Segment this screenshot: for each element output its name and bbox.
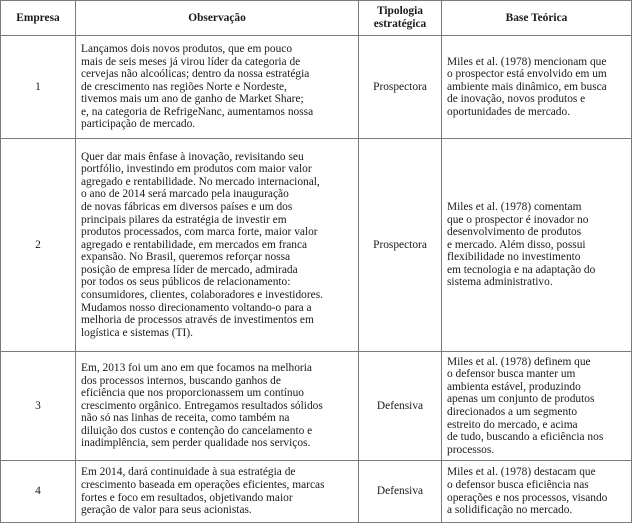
tipologia-cell: Prospectora — [359, 36, 442, 139]
base-line: ambiente mais dinâmico, em busca — [447, 80, 607, 93]
header-empresa: Empresa — [1, 1, 76, 36]
base-line: Miles et al. (1978) mencionam que — [447, 55, 607, 68]
observacao-line: participação de mercado. — [81, 118, 196, 131]
observacao-line: não só nas linhas de receita, como também na — [81, 412, 290, 425]
base-line: sistema administrativo. — [447, 276, 553, 289]
observacao-line: inadimplência, sem perder qualidade nos serviços. — [81, 437, 311, 450]
observacao-line: de crescimento nas regiões Norte e Nordeste, — [81, 80, 287, 93]
base-line: Miles et al. (1978) definem que — [447, 355, 591, 368]
table-row — [1, 352, 632, 461]
table-body — [1, 36, 632, 523]
observacao-line: de novas fábricas em diversos países e um dos — [81, 200, 293, 213]
observacao-line: portfólio, investindo em produtos com maior valor — [81, 163, 312, 176]
observacao-cell — [76, 461, 359, 523]
observacao-cell — [76, 352, 359, 461]
observacao-line: Mudamos nosso direcionamento voltando-o para a — [81, 301, 312, 314]
observacao-line: cervejas não alcoólicas; dentro da nossa estratégia — [81, 68, 310, 81]
table-row — [1, 139, 632, 352]
base-line: flexibilidade no investimento — [447, 251, 581, 264]
base-line: e mercado. Além disso, possui — [447, 238, 586, 251]
base-teorica-cell — [442, 36, 632, 139]
observacao-line: e, na categoria de RefrigeNanc, aumentamos nossa — [81, 105, 314, 118]
base-line: direcionados a um segmento — [447, 406, 578, 418]
base-teorica-cell — [442, 139, 632, 352]
observacao-line: melhoria de processos através de investimentos em — [81, 314, 314, 327]
header-tipologia: Tipologia estratégica — [359, 1, 442, 36]
base-line: o defensor busca manter um — [447, 368, 576, 381]
observacao-line: agregado e rentabilidade, em mercados em franca — [81, 238, 308, 251]
observacao-line: dos processos internos, buscando ganhos de — [81, 374, 281, 387]
header-observacao: Observação — [76, 1, 359, 36]
observacao-line: crescimento baseada em operações eficientes, marcas — [81, 478, 325, 491]
base-line: de inovação, novos produtos e — [447, 93, 586, 106]
observacao-line: principais pilares da estratégia de investir em — [81, 213, 287, 226]
base-teorica-cell — [442, 461, 632, 523]
observacao-line: logística e sistemas (TI). — [81, 326, 193, 339]
header-base-teorica: Base Teórica — [442, 1, 632, 36]
base-line: o defensor busca eficiência nas — [447, 478, 589, 491]
observacao-line: expansão. No Brasil, queremos reforçar nossa — [81, 251, 291, 264]
observacao-cell — [76, 36, 359, 139]
observacao-line: diluição dos custos e contenção do cancelamento e — [81, 424, 313, 437]
empresa-cell: 3 — [1, 352, 76, 461]
empresa-cell: 4 — [1, 461, 76, 523]
observacao-line: crescimento orgânico. Entregamos resultados sólidos — [81, 399, 323, 412]
base-line: Miles et al. (1978) destacam que — [447, 466, 596, 479]
base-line: o prospector está envolvido em um — [447, 68, 607, 81]
observacao-line: por todos os seus públicos de relacionamento: — [81, 276, 291, 289]
observacao-line: fortes e foco em resultados, objetivando maior — [81, 491, 293, 504]
base-line: operações e nos processos, visando — [447, 491, 608, 504]
observacao-line: Quer dar mais ênfase à inovação, revisitando seu — [81, 150, 304, 163]
base-line: Miles et al. (1978) comentam — [447, 200, 582, 213]
base-line: a solidificação no mercado. — [447, 504, 573, 517]
observacao-line: posição de empresa líder de mercado, admirada — [81, 263, 298, 276]
observacao-line: agregado e rentabilidade. No mercado internacional, — [81, 175, 320, 188]
observacao-line: consumidores, clientes, colaboradores e investidores. — [81, 289, 323, 302]
base-line: que o prospector é inovador no — [447, 213, 589, 226]
observacao-cell — [76, 139, 359, 352]
base-line: ambienta estável, produzindo — [447, 380, 581, 393]
tipologia-cell: Prospectora — [359, 139, 442, 352]
base-line: em tecnologia e na adaptação do — [447, 263, 596, 276]
tipologia-cell: Defensiva — [359, 352, 442, 461]
observacao-line: mais de seis meses já virou líder da categoria de — [81, 55, 301, 68]
empresa-cell: 2 — [1, 139, 76, 352]
table-row — [1, 461, 632, 523]
observacao-line: Em, 2013 foi um ano em que focamos na melhoria — [81, 361, 312, 374]
observacao-line: eficiência que nos proporcionassem um contínuo — [81, 387, 305, 400]
base-line: de tudo, buscando a eficiência nos — [447, 431, 604, 444]
base-teorica-cell — [442, 352, 632, 461]
observacao-line: Em 2014, dará continuidade à sua estratégia de — [81, 466, 296, 479]
table-header-row — [1, 1, 632, 36]
empresa-cell: 1 — [1, 36, 76, 139]
base-line: processos. — [447, 443, 495, 456]
observacao-line: tivemos mais um ano de ganho de Market Share; — [81, 93, 304, 106]
observacao-line: o ano de 2014 será marcado pela inauguração — [81, 188, 289, 201]
base-line: estreito do mercado, e acima — [447, 418, 578, 431]
base-line: desenvolvimento de produtos — [447, 226, 582, 239]
table-row — [1, 36, 632, 139]
base-line: oportunidades de mercado. — [447, 105, 571, 118]
observacao-line: geração de valor para seus acionistas. — [81, 504, 252, 517]
observacao-line: produtos processados, com marca forte, maior valor — [81, 226, 318, 239]
base-line: apenas um conjunto de produtos — [447, 393, 595, 406]
observacao-line: Lançamos dois novos produtos, que em pouco — [81, 42, 293, 55]
tipologia-cell: Defensiva — [359, 461, 442, 523]
